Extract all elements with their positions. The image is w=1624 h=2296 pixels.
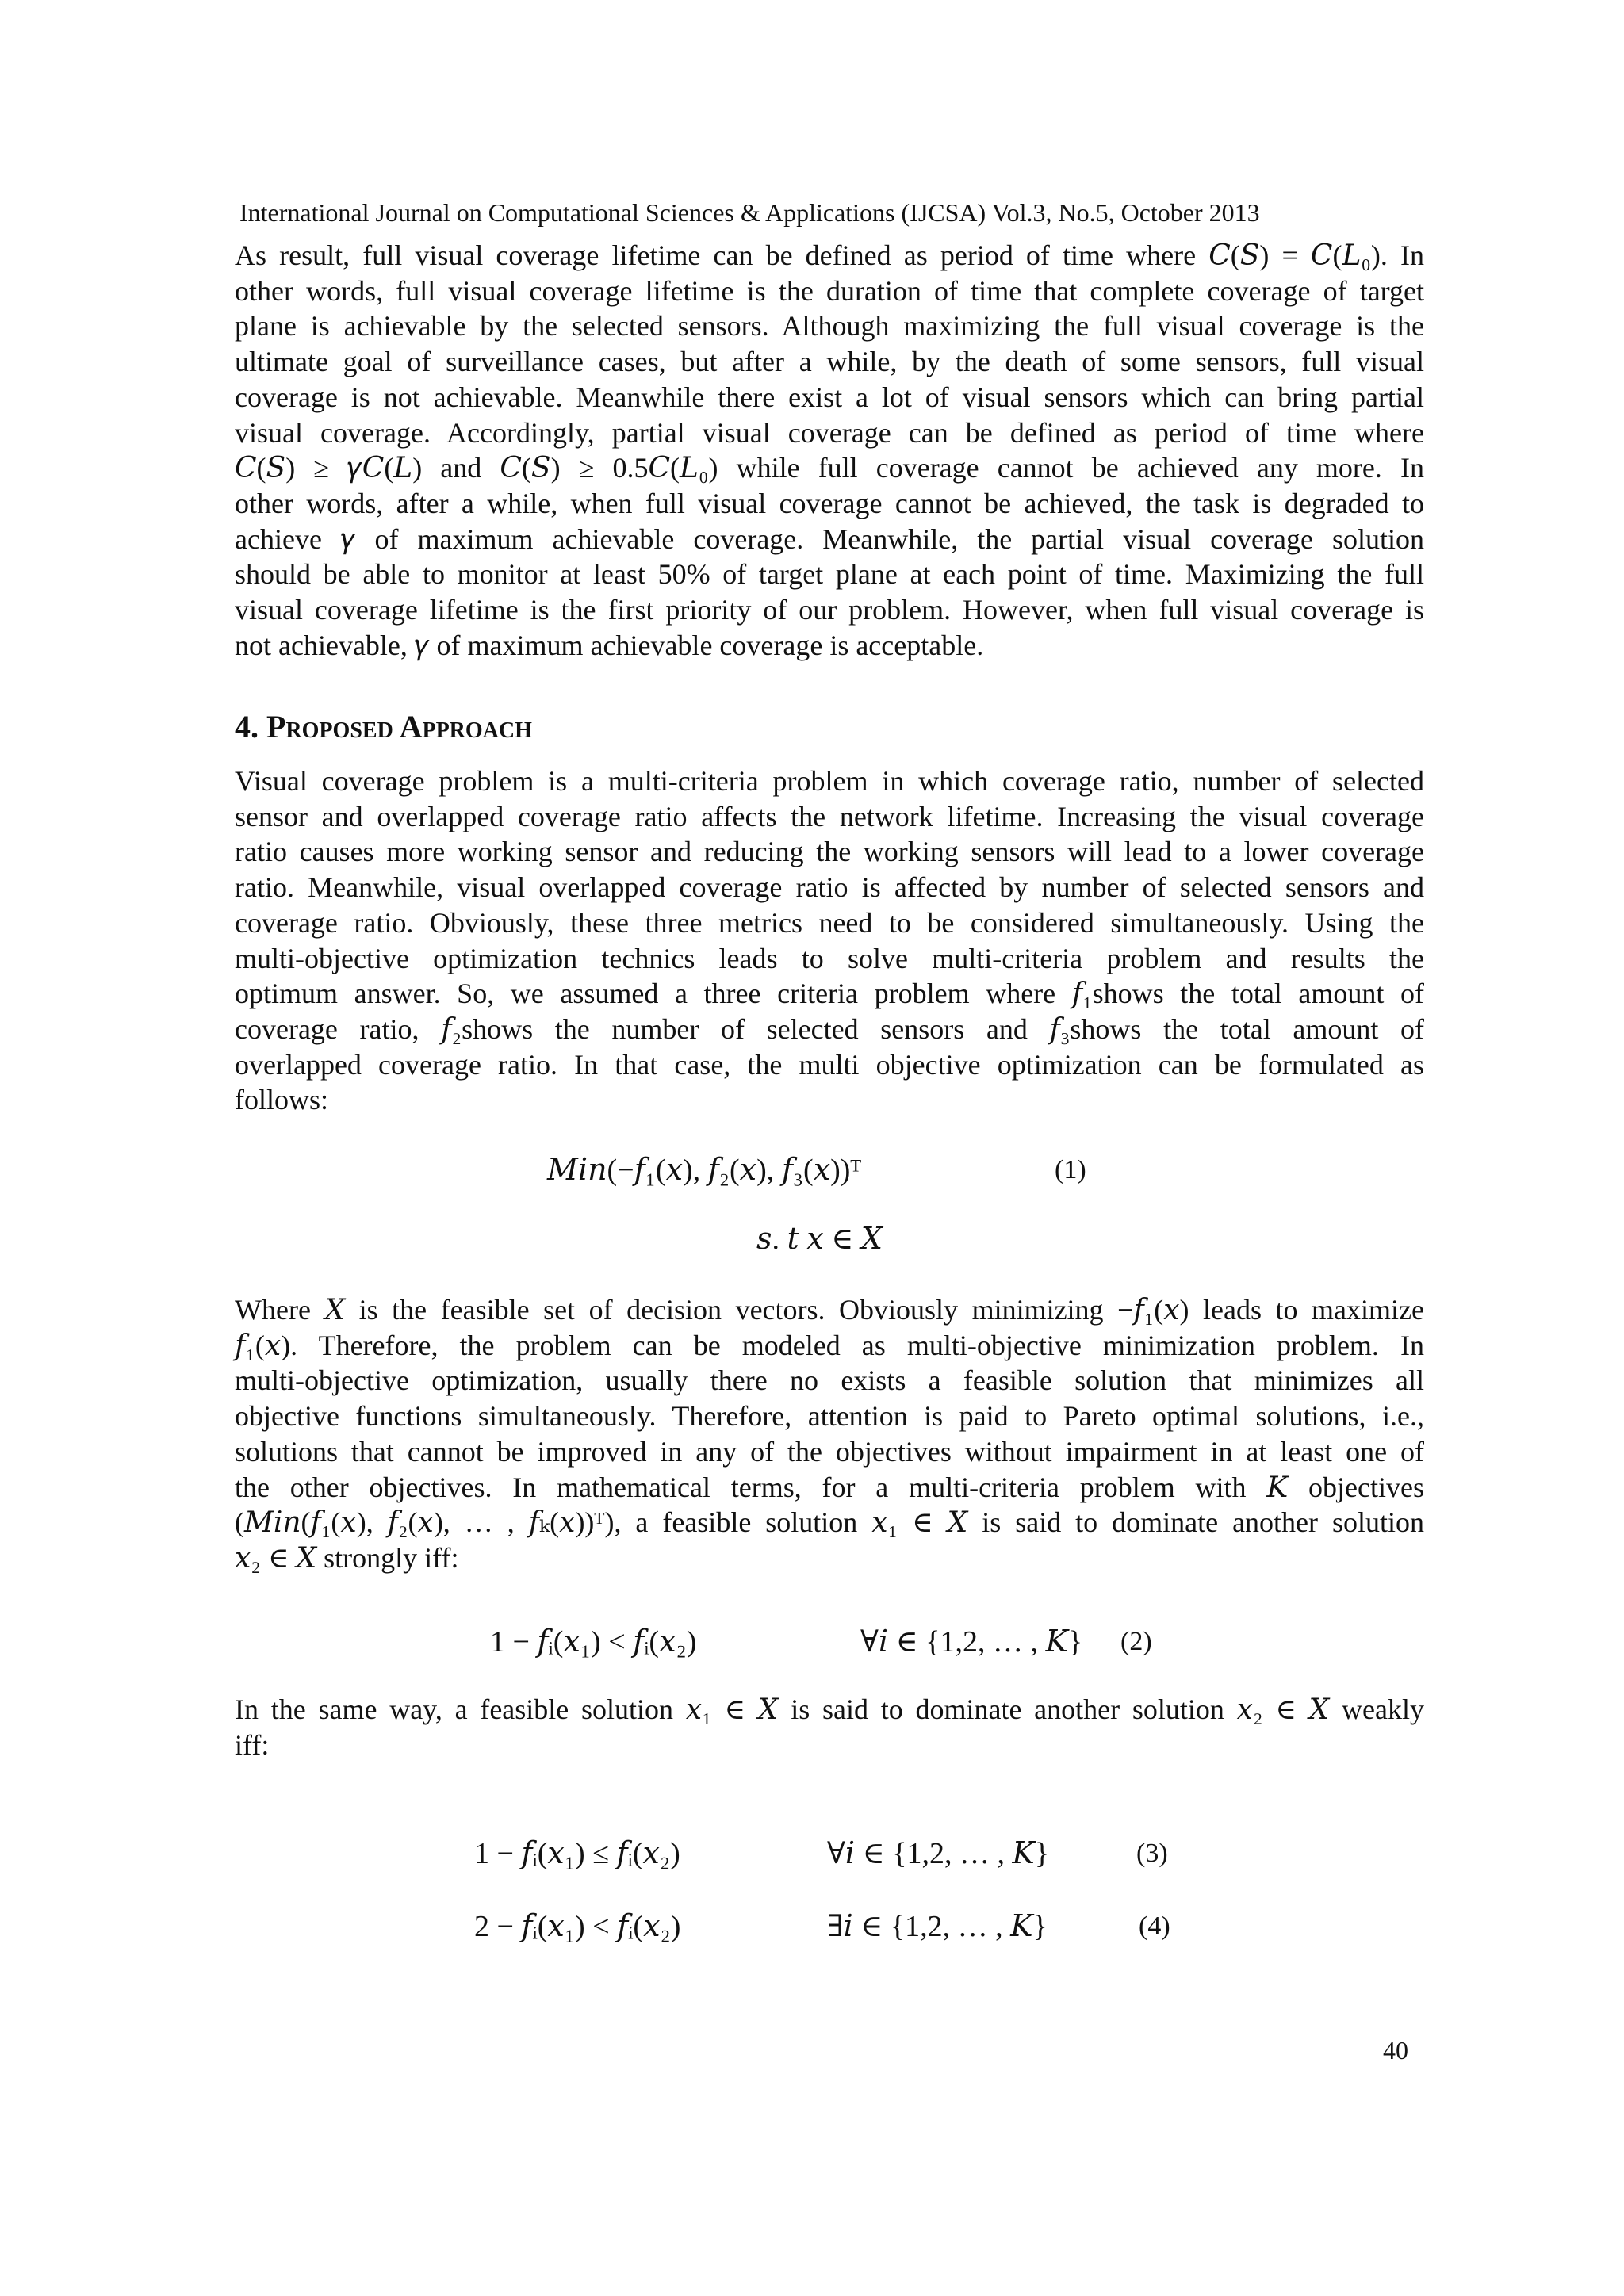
text-line: not achievable, 𝛾 of maximum achievable coverage is acceptable.	[235, 629, 984, 661]
text-line: follows:	[235, 1084, 329, 1116]
text-line: coverage ratio. Obviously, these three metrics need to be considered simultaneously. Using the	[235, 906, 1424, 939]
text-line: coverage ratio, 𝑓₂shows the number of selected sensors and 𝑓₃shows the total amount of	[235, 1012, 1424, 1045]
text-line: 𝐶(𝑆) ≥ 𝛾𝐶(𝐿) and 𝐶(𝑆) ≥ 0.5𝐶(𝐿₀) while full coverage cannot be achieved any more. In	[235, 452, 1424, 484]
paragraph-proposed-approach	[235, 763, 1424, 1118]
text-line: other words, after a while, when full visual coverage cannot be achieved, the task is degraded to	[235, 487, 1424, 519]
text-line: objective functions simultaneously. Therefore, attention is paid to Pareto optimal solutions, i.e.,	[235, 1400, 1424, 1433]
equation-1-number: (1)	[1055, 1155, 1086, 1184]
text-line: should be able to monitor at least 50% of target plane at each point of time. Maximizing the full	[235, 558, 1424, 591]
text-line: optimum answer. So, we assumed a three criteria problem where 𝑓₁shows the total amount of	[235, 978, 1424, 1010]
text-line: In the same way, a feasible solution 𝑥₁ ∈ 𝑋 is said to dominate another solution 𝑥₂ ∈ 𝑋 weakly	[235, 1693, 1424, 1725]
text-line: Where 𝑋 is the feasible set of decision vectors. Obviously minimizing −𝑓₁(𝑥) leads to maximize	[235, 1294, 1424, 1326]
paragraph-weak-dominance	[235, 1692, 1424, 1762]
paragraph-coverage-lifetime	[235, 238, 1424, 663]
text-line: 𝑓₁(𝑥). Therefore, the problem can be modeled as multi-objective minimization problem. In	[235, 1329, 1424, 1361]
equation-3-lhs: 1 − 𝑓ᵢ(𝑥₁) ≤ 𝑓ᵢ(𝑥₂)	[474, 1837, 680, 1870]
text-line: (𝑀𝑖𝑛(𝑓₁(𝑥), 𝑓₂(𝑥), … , 𝑓ₖ(𝑥))ᵀ), a feasible solution 𝑥₁ ∈ 𝑋 is said to dominate another solution	[235, 1506, 1424, 1539]
equation-2-rhs: ∀𝑖 ∈ {1,2, … , 𝐾}	[860, 1625, 1083, 1659]
page-number: 40	[1383, 2036, 1408, 2064]
equation-3-number: (3)	[1136, 1839, 1168, 1868]
text-line: the other objectives. In mathematical terms, for a multi-criteria problem with 𝐾 objectives	[235, 1471, 1424, 1503]
text-line: solutions that cannot be improved in any of the objectives without impairment in at least one of	[235, 1435, 1424, 1468]
text-line: As result, full visual coverage lifetime can be defined as period of time where 𝐶(𝑆) = 𝐶(𝐿₀). In	[235, 239, 1424, 271]
text-line: 𝑥₂ ∈ 𝑋 strongly iff:	[235, 1541, 459, 1574]
text-line: sensor and overlapped coverage ratio affects the network lifetime. Increasing the visual coverage	[235, 800, 1424, 832]
text-line: multi-objective optimization, usually there no exists a feasible solution that minimizes all	[235, 1364, 1424, 1397]
text-line: plane is achievable by the selected sensors. Although maximizing the full visual coverage is the	[235, 310, 1424, 342]
equation-2-lhs: 1 − 𝑓ᵢ(𝑥₁) < 𝑓ᵢ(𝑥₂)	[490, 1625, 697, 1659]
equation-2-number: (2)	[1120, 1627, 1152, 1656]
text-line: ratio causes more working sensor and reducing the working sensors will lead to a lower coverage	[235, 836, 1424, 868]
text-line: ultimate goal of surveillance cases, but after a while, by the death of some sensors, full visual	[235, 346, 1424, 378]
text-line: Visual coverage problem is a multi-criteria problem in which coverage ratio, number of selected	[235, 765, 1424, 797]
text-line: other words, full visual coverage lifetime is the duration of time that complete coverage of target	[235, 274, 1424, 307]
equation-3-rhs: ∀𝑖 ∈ {1,2, … , 𝐾}	[827, 1837, 1050, 1870]
equation-4-lhs: 2 − 𝑓ᵢ(𝑥₁) < 𝑓ᵢ(𝑥₂)	[474, 1910, 681, 1943]
text-line: visual coverage. Accordingly, partial visual coverage can be defined as period of time where	[235, 416, 1424, 449]
equation-4-rhs: ∃𝑖 ∈ {1,2, … , 𝐾}	[827, 1910, 1048, 1943]
text-line: achieve 𝛾 of maximum achievable coverage. Meanwhile, the partial visual coverage solution	[235, 522, 1424, 555]
equation-1: 𝑀𝑖𝑛(−𝑓₁(𝑥), 𝑓₂(𝑥), 𝑓₃(𝑥))ᵀ	[547, 1154, 862, 1187]
text-line: multi-objective optimization technics leads to solve multi-criteria problem and results the	[235, 942, 1424, 974]
section-heading: 4. Proposed Approach	[235, 709, 532, 744]
text-line: overlapped coverage ratio. In that case, the multi objective optimization can be formulated as	[235, 1048, 1424, 1081]
equation-1-constraint: 𝑠. 𝑡 𝑥 ∈ 𝑋	[756, 1223, 883, 1256]
equation-4-number: (4)	[1139, 1911, 1170, 1941]
journal-header: International Journal on Computational Sciences & Applications (IJCSA) Vol.3, No.5, October 2013	[239, 198, 1260, 227]
text-line: ratio. Meanwhile, visual overlapped coverage ratio is affected by number of selected sensors and	[235, 871, 1424, 904]
text-line: visual coverage lifetime is the first priority of our problem. However, when full visual coverage is	[235, 594, 1424, 626]
paragraph-pareto	[235, 1292, 1424, 1576]
text-line: iff:	[235, 1728, 270, 1761]
text-line: coverage is not achievable. Meanwhile there exist a lot of visual sensors which can bring partial	[235, 381, 1424, 413]
